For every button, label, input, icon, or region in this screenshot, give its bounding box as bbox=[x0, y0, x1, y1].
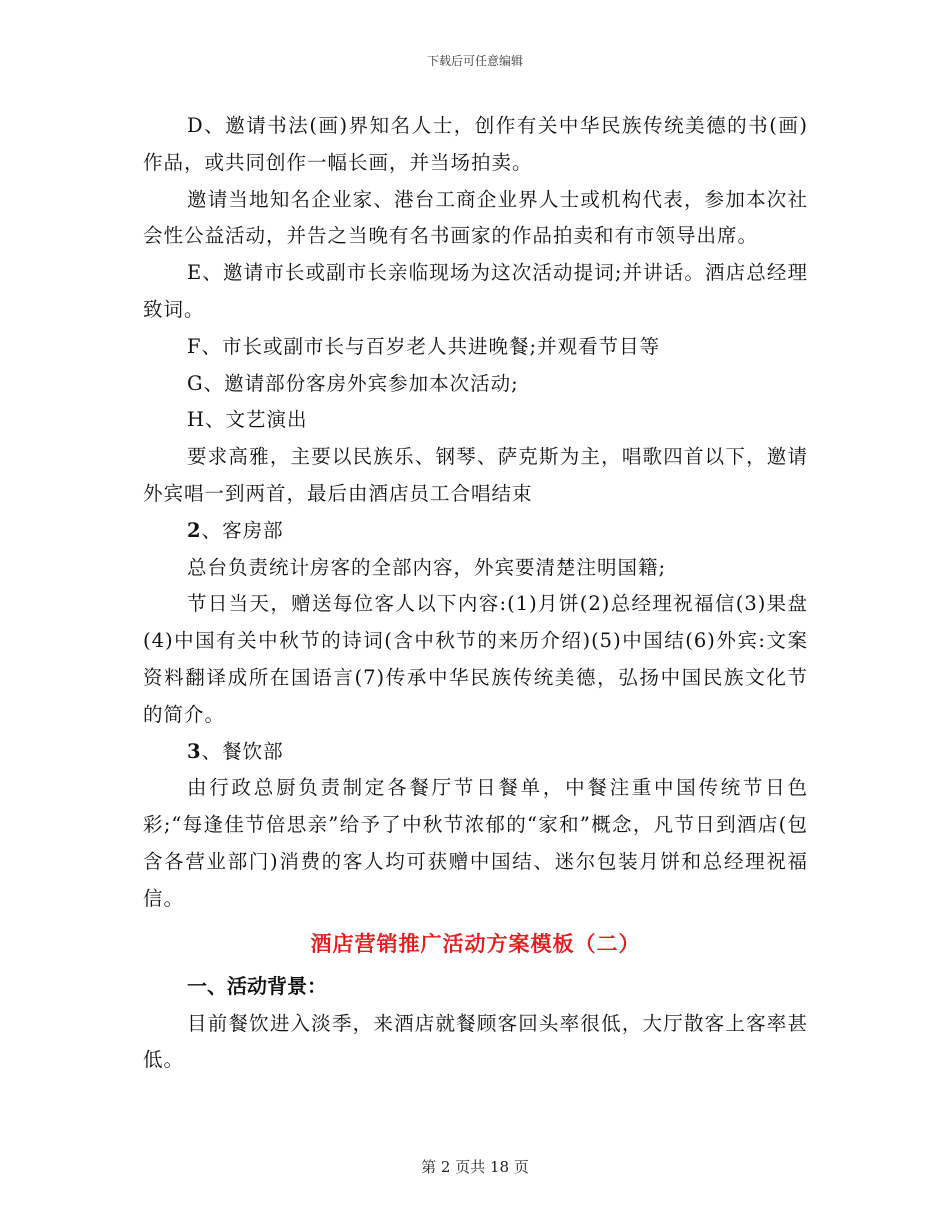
paragraph-front-desk: 总台负责统计房客的全部内容，外宾要清楚注明国籍; bbox=[187, 555, 667, 579]
paragraph-f: F、市长或副市长与百岁老人共进晚餐;并观看节目等 bbox=[187, 334, 661, 358]
page-header-note: 下载后可任意编辑 bbox=[426, 54, 523, 68]
paragraph-chef: 由行政总厨负责制定各餐厅节日餐单，中餐注重中国传统节日色彩;“每逢佳节倍思亲”给予了中秋节浓郁的“家和”概念，凡节日到酒店(包含各营业部门)消费的客人均可获赠中国结、迷尔包装月饼和总经理祝福信。 bbox=[143, 776, 808, 910]
page-footer-pagination: 第 2 页共 18 页 bbox=[421, 1158, 529, 1176]
paragraph-e: E、邀请市长或副市长亲临现场为这次活动提词;并讲话。酒店总经理致词。 bbox=[143, 261, 808, 321]
heading-dining-department bbox=[143, 734, 808, 771]
section-subtitle: 一、活动背景： bbox=[187, 973, 327, 998]
paragraph-h: H、文艺演出 bbox=[187, 408, 308, 432]
paragraph-d: D、邀请书法(画)界知名人士，创作有关中华民族传统美德的书(画)作品，或共同创作一幅长画，并当场拍卖。 bbox=[143, 114, 808, 174]
section-title: 酒店营销推广活动方案模板（二） bbox=[310, 930, 641, 956]
heading-rooms-department bbox=[143, 513, 808, 550]
heading-rooms-number: 2 bbox=[187, 518, 202, 542]
paragraph-performance: 要求高雅，主要以民族乐、钢琴、萨克斯为主，唱歌四首以下，邀请外宾唱一到两首，最后由酒店员工合唱结束 bbox=[143, 445, 808, 505]
heading-dining-number: 3 bbox=[187, 739, 202, 763]
paragraph-background: 目前餐饮进入淡季，来酒店就餐顾客回头率很低，大厅散客上客率甚低。 bbox=[143, 1011, 808, 1072]
paragraph-gifts: 节日当天，赠送每位客人以下内容:(1)月饼(2)总经理祝福信(3)果盘(4)中国有关中秋节的诗词(含中秋节的来历介绍)(5)中国结(6)外宾:文案资料翻译成所在国语言(7)传承中华民族传统美德，弘扬中国民族文化节的简介。 bbox=[143, 592, 808, 726]
heading-rooms-text: 、客房部 bbox=[201, 518, 284, 542]
document-body bbox=[143, 108, 808, 1079]
heading-dining-text: 、餐饮部 bbox=[201, 739, 284, 763]
paragraph-invite-guests: 邀请当地知名企业家、港台工商企业界人士或机构代表，参加本次社会性公益活动，并告之当晚有名书画家的作品拍卖和有市领导出席。 bbox=[143, 187, 808, 248]
paragraph-g: G、邀请部份客房外宾参加本次活动; bbox=[187, 371, 519, 395]
